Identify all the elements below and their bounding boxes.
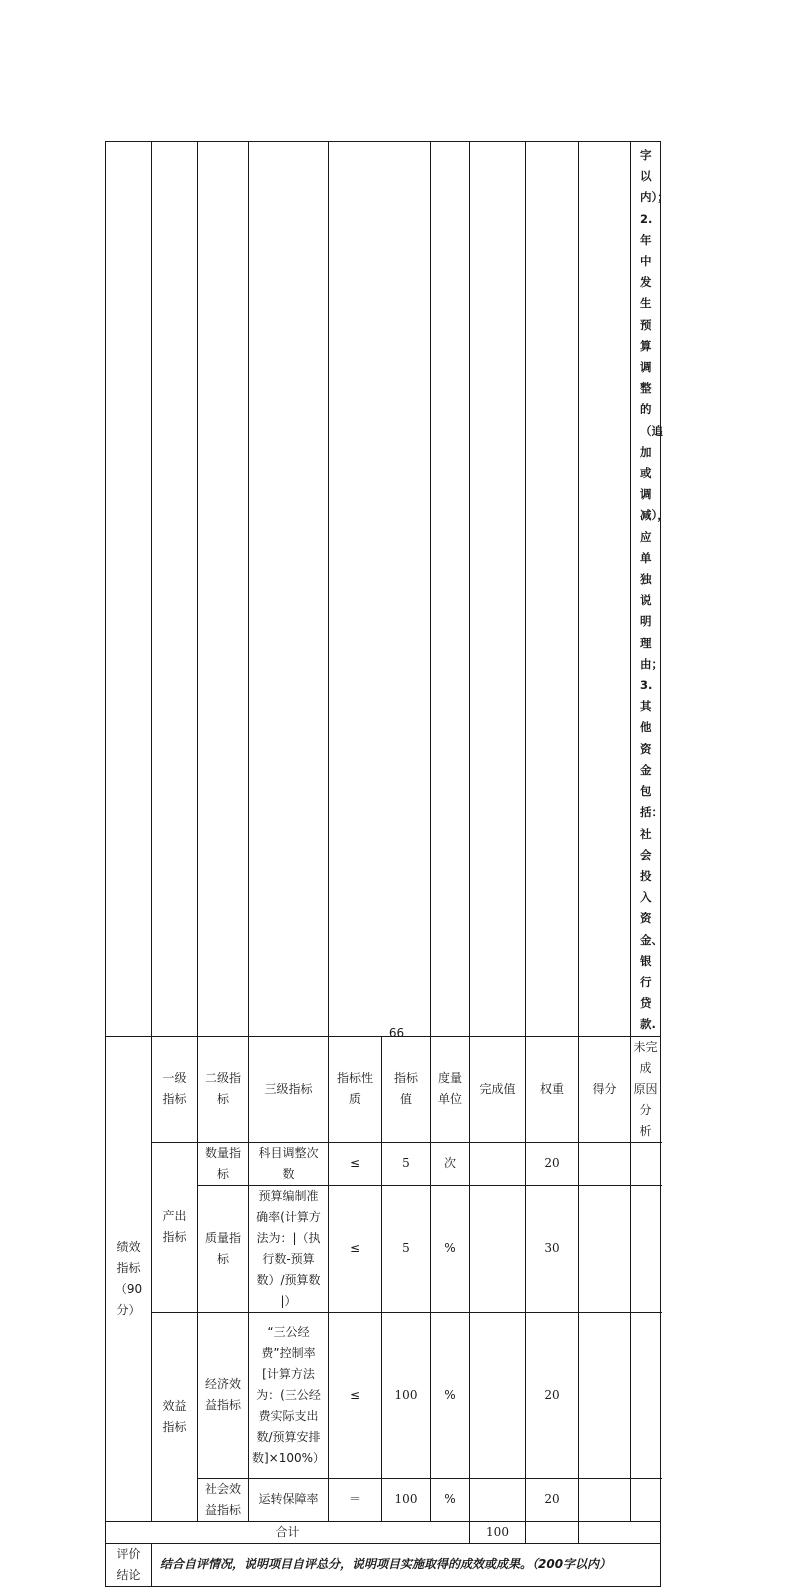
unit-cell: 次 xyxy=(431,1142,470,1185)
notes-text: 字以 内）；2. 年中发 生预算 调整的 （追加 或调减）， 应单独 说明理 由；3. 其他资 金包括： 社会投 入资金、 银行贷 款. xyxy=(640,148,669,1032)
blank-cell xyxy=(526,142,579,1037)
evaluation-row xyxy=(106,1543,661,1586)
reason-cell xyxy=(631,1142,661,1185)
nature-cell: ≤ xyxy=(329,1185,382,1312)
score-cell xyxy=(579,1312,631,1478)
score-cell xyxy=(579,1185,631,1312)
header-nature: 指标性 质 xyxy=(329,1036,382,1142)
weight-cell: 20 xyxy=(526,1478,579,1521)
completed-cell xyxy=(470,1478,526,1521)
unit-cell: % xyxy=(431,1478,470,1521)
section-label-cell xyxy=(106,1036,152,1521)
completed-cell xyxy=(470,1142,526,1185)
level3-cell: 科目调整次 数 xyxy=(249,1142,329,1185)
header-value: 指标 值 xyxy=(382,1036,431,1142)
level3-cell: 运转保障率 xyxy=(249,1478,329,1521)
level2-cell: 数量指 标 xyxy=(198,1142,249,1185)
group-benefit: 效益 指标 xyxy=(152,1312,198,1521)
nature-cell: ≤ xyxy=(329,1142,382,1185)
value-cell: 100 xyxy=(382,1478,431,1521)
header-reason: 未完成 原因分 析 xyxy=(631,1036,661,1142)
header-level1: 一级 指标 xyxy=(152,1036,198,1142)
header-completed: 完成值 xyxy=(470,1036,526,1142)
header-score: 得分 xyxy=(579,1036,631,1142)
performance-table xyxy=(105,141,669,1587)
total-score xyxy=(526,1521,579,1543)
level2-cell: 质量指 标 xyxy=(198,1185,249,1312)
nature-cell: ≤ xyxy=(329,1312,382,1478)
page-number: 66 xyxy=(388,1026,405,1040)
score-cell xyxy=(579,1142,631,1185)
table-row xyxy=(106,1142,661,1185)
completed-cell xyxy=(470,1312,526,1478)
blank-cell xyxy=(106,142,152,1037)
blank-cell xyxy=(329,142,431,1037)
blank-cell xyxy=(579,142,631,1037)
evaluation-label: 评价 结论 xyxy=(106,1543,152,1586)
weight-cell: 20 xyxy=(526,1142,579,1185)
notes-cell xyxy=(631,142,669,1037)
blank-cell xyxy=(431,142,470,1037)
value-cell: 100 xyxy=(382,1312,431,1478)
total-weight: 100 xyxy=(470,1521,526,1543)
total-reason xyxy=(579,1521,661,1543)
level3-cell: “三公经 费”控制率 [计算方法 为：(三公经 费实际支出 数/预算安排 数]×100%） xyxy=(249,1312,329,1478)
reason-cell xyxy=(631,1312,661,1478)
level2-cell: 社会效 益指标 xyxy=(198,1478,249,1521)
header-row xyxy=(106,1036,661,1142)
level3-cell: 预算编制准 确率(计算方 法为：|（执 行数-预算 数）/预算数 |） xyxy=(249,1185,329,1312)
header-level3: 三级指标 xyxy=(249,1036,329,1142)
value-cell: 5 xyxy=(382,1142,431,1185)
reason-cell xyxy=(631,1185,661,1312)
continuation-row xyxy=(106,142,661,1037)
nature-cell: ＝ xyxy=(329,1478,382,1521)
blank-cell xyxy=(152,142,198,1037)
completed-cell xyxy=(470,1185,526,1312)
reason-cell xyxy=(631,1478,661,1521)
unit-cell: % xyxy=(431,1185,470,1312)
section-label: 绩效 指标 （90 分） xyxy=(114,1239,143,1317)
table-row xyxy=(106,1312,661,1478)
blank-cell xyxy=(470,142,526,1037)
score-cell xyxy=(579,1478,631,1521)
unit-cell: % xyxy=(431,1312,470,1478)
blank-cell xyxy=(249,142,329,1037)
blank-cell xyxy=(198,142,249,1037)
header-level2: 二级指 标 xyxy=(198,1036,249,1142)
level2-cell: 经济效 益指标 xyxy=(198,1312,249,1478)
total-row xyxy=(106,1521,661,1543)
group-output: 产出 指标 xyxy=(152,1142,198,1312)
value-cell: 5 xyxy=(382,1185,431,1312)
header-unit: 度量 单位 xyxy=(431,1036,470,1142)
weight-cell: 30 xyxy=(526,1185,579,1312)
header-weight: 权重 xyxy=(526,1036,579,1142)
weight-cell: 20 xyxy=(526,1312,579,1478)
total-label: 合计 xyxy=(106,1521,470,1543)
evaluation-text: 结合自评情况，说明项目自评总分，说明项目实施取得的成效或成果。（200字以内） xyxy=(152,1543,661,1586)
